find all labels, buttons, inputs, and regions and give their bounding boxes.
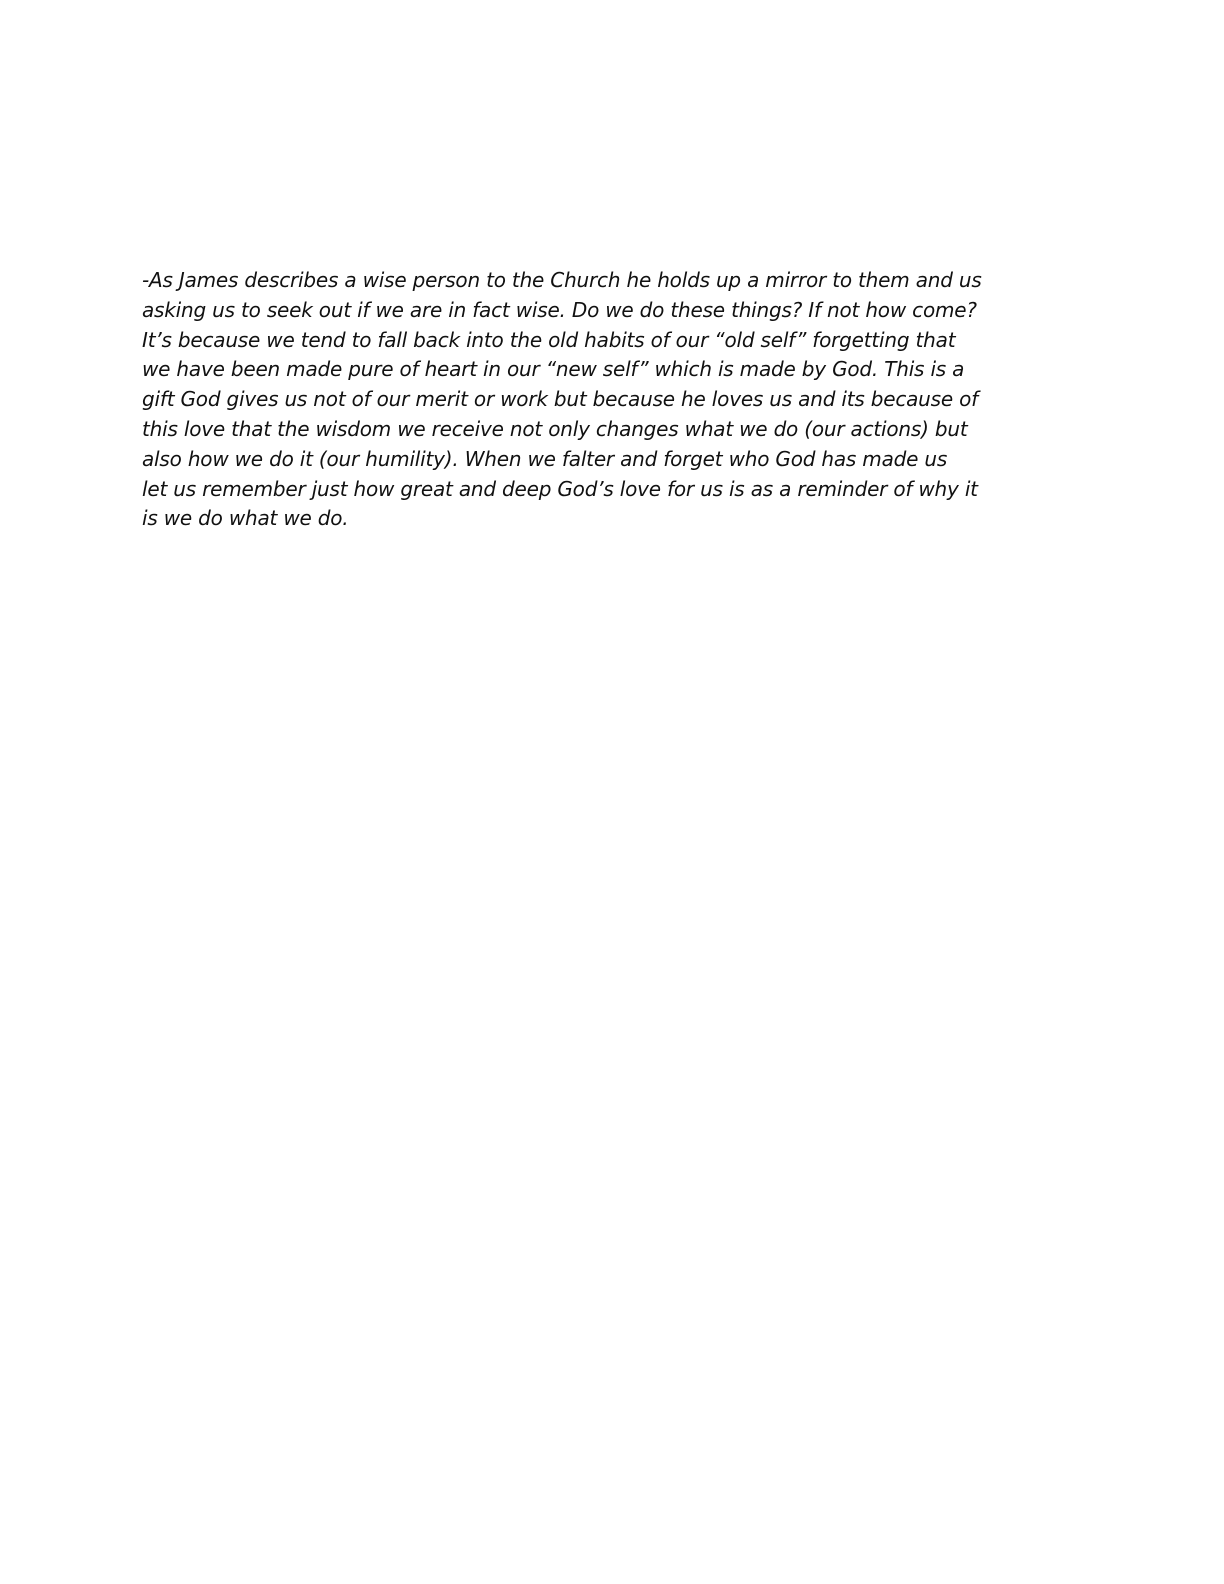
paragraph-line-8: let us remember just how great and deep God’s love for us is as a reminder of why it [142, 476, 978, 501]
paragraph-line-5: gift God gives us not of our merit or work but because he loves us and its because of [142, 387, 979, 412]
paragraph-line-6: this love that the wisdom we receive not only changes what we do (our actions) but [142, 416, 968, 441]
paragraph-line-3: It’s because we tend to fall back into the old habits of our “old self” forgetting that [142, 327, 956, 352]
paragraph-line-1: -As James describes a wise person to the Church he holds up a mirror to them and us [142, 268, 982, 292]
paragraph-line-9: is we do what we do. [142, 506, 349, 531]
paragraph-line-4: we have been made pure of heart in our “new self” which is made by God. This is a [142, 357, 965, 382]
paragraph-line-7: also how we do it (our humility). When we falter and forget who God has made us [142, 446, 948, 471]
body-paragraph [142, 266, 1092, 534]
paragraph-line-2: asking us to seek out if we are in fact wise. Do we do these things? If not how come? [142, 297, 977, 322]
